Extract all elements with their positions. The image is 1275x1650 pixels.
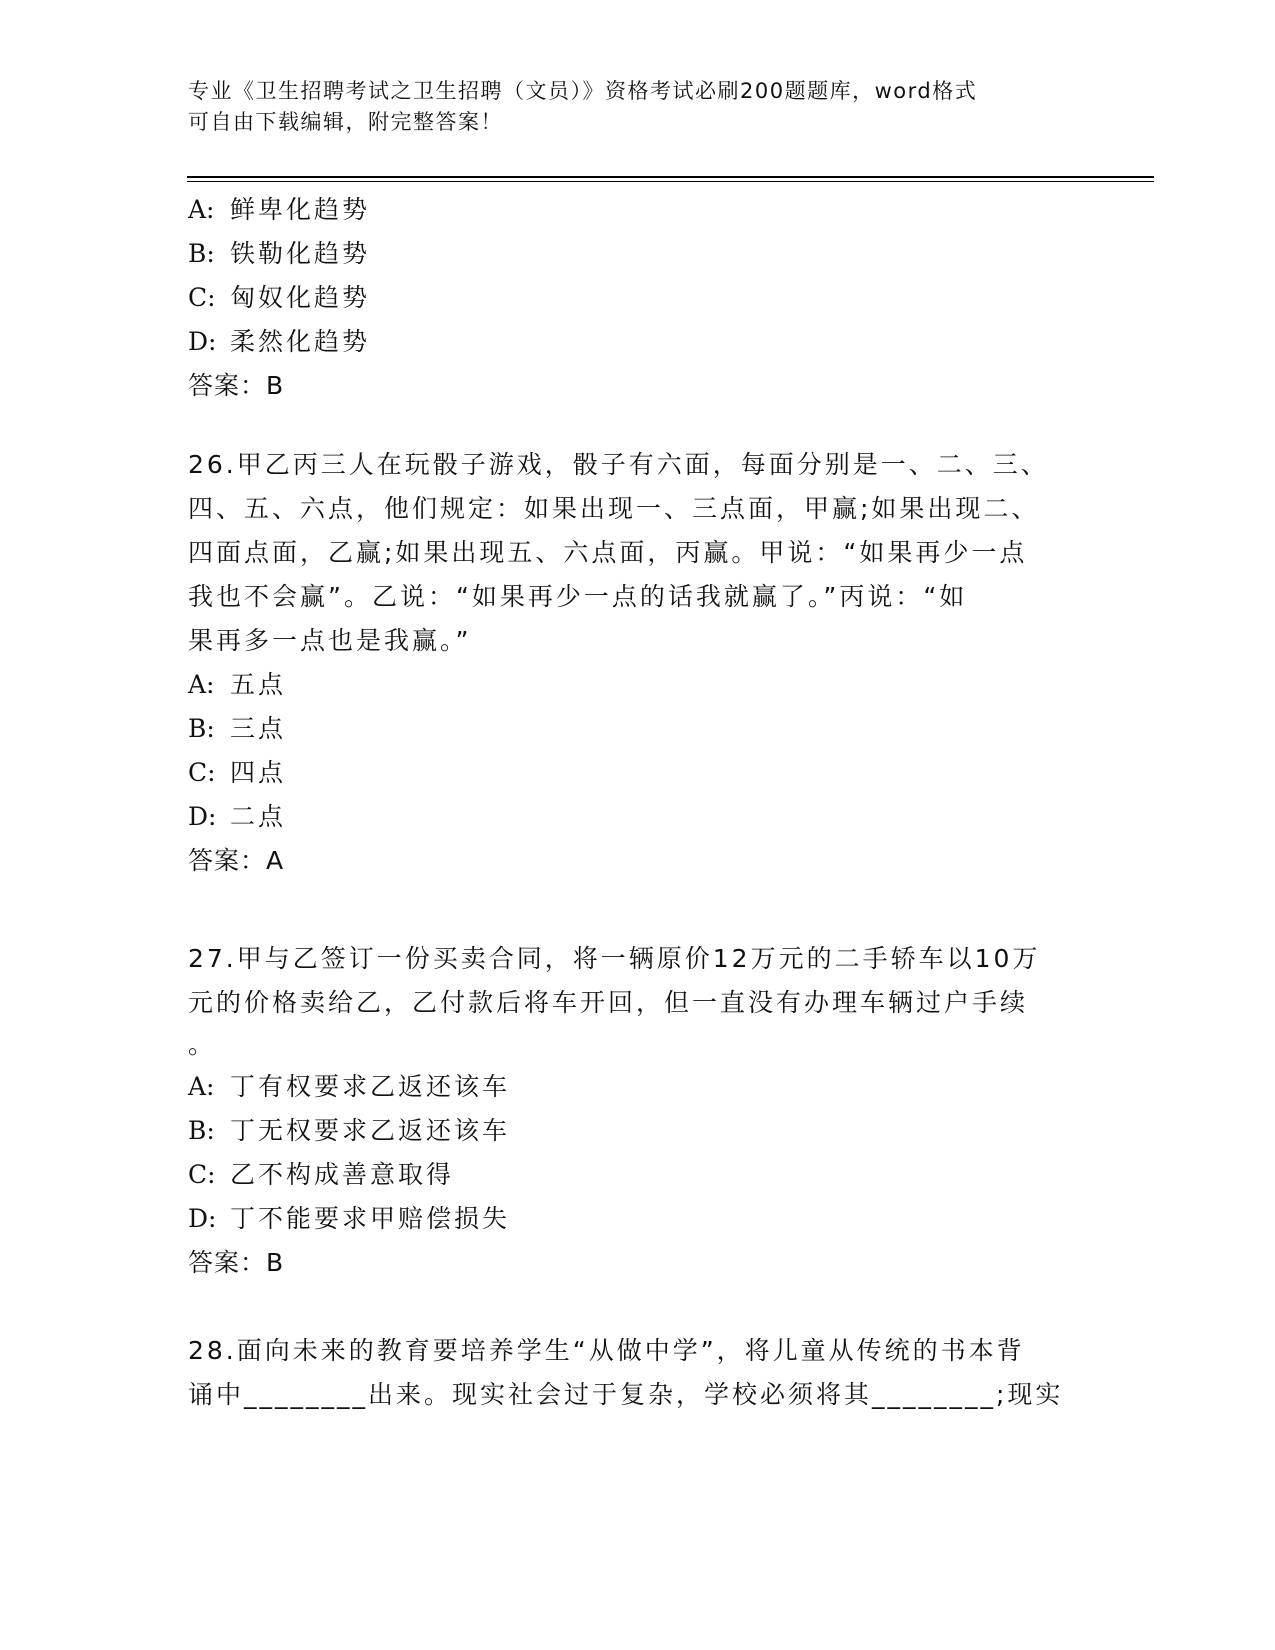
option-b <box>188 712 286 746</box>
header-divider-thick <box>187 176 1154 178</box>
question-text-line: 26.甲乙丙三人在玩骰子游戏，骰子有六面，每面分别是一、二、三、 <box>188 450 1049 479</box>
option-a <box>188 668 286 702</box>
option-text: 三点 <box>230 714 287 743</box>
question-text-line: 诵中________出来。现实社会过于复杂，学校必须将其________;现实 <box>188 1380 1064 1409</box>
option-text: 四点 <box>230 758 287 787</box>
option-text: 柔然化趋势 <box>230 327 371 356</box>
question-text-line: 果再多一点也是我赢。” <box>188 626 472 655</box>
option-letter: C: <box>188 758 216 787</box>
option-text: 铁勒化趋势 <box>230 239 371 268</box>
option-letter: C: <box>188 283 216 312</box>
option-text: 丁有权要求乙返还该车 <box>230 1072 511 1101</box>
option-letter: D: <box>188 327 217 356</box>
option-b <box>188 1114 510 1148</box>
option-letter: B: <box>188 714 215 743</box>
option-d <box>188 1202 510 1236</box>
document-header <box>188 76 1068 138</box>
option-a <box>188 193 370 227</box>
option-text: 匈奴化趋势 <box>230 283 371 312</box>
option-letter: A: <box>188 670 215 699</box>
option-text: 鲜卑化趋势 <box>230 195 371 224</box>
option-d <box>188 325 370 359</box>
option-c <box>188 281 370 315</box>
option-letter: A: <box>188 1072 215 1101</box>
option-letter: D: <box>188 802 217 831</box>
option-c <box>188 756 286 790</box>
option-letter: D: <box>188 1204 217 1233</box>
option-text: 丁无权要求乙返还该车 <box>230 1116 511 1145</box>
answer-line: 答案：A <box>188 846 285 875</box>
header-divider-thin <box>187 181 1154 182</box>
question-text-line: 四面点面，乙赢;如果出现五、六点面，丙赢。甲说：“如果再少一点 <box>188 538 1028 567</box>
header-title-line-2: 可自由下载编辑，附完整答案！ <box>188 110 503 134</box>
question-text-line: 27.甲与乙签订一份买卖合同，将一辆原价12万元的二手轿车以10万 <box>188 944 1041 973</box>
question-text-line: 元的价格卖给乙，乙付款后将车开回，但一直没有办理车辆过户手续 <box>188 988 1029 1017</box>
option-letter: A: <box>188 195 215 224</box>
option-text: 五点 <box>230 670 287 699</box>
header-title-line-1: 专业《卫生招聘考试之卫生招聘（文员）》资格考试必刷200题题库，word格式 <box>188 79 978 103</box>
question-text-line: 28.面向未来的教育要培养学生“从做中学”，将儿童从传统的书本背 <box>188 1336 1025 1365</box>
option-a <box>188 1070 510 1104</box>
answer-line: 答案：B <box>188 371 285 400</box>
option-letter: C: <box>188 1160 216 1189</box>
question-text-line: 我也不会赢”。乙说：“如果再少一点的话我就赢了。”丙说：“如 <box>188 582 968 611</box>
option-b <box>188 237 370 271</box>
option-letter: B: <box>188 239 215 268</box>
option-text: 二点 <box>230 802 287 831</box>
answer-line: 答案：B <box>188 1248 285 1277</box>
option-c <box>188 1158 454 1192</box>
option-letter: B: <box>188 1116 215 1145</box>
question-text-line: 四、五、六点，他们规定：如果出现一、三点面，甲赢;如果出现二、 <box>188 494 1040 523</box>
question-text-line: 。 <box>188 1030 217 1059</box>
option-text: 乙不构成善意取得 <box>230 1160 455 1189</box>
option-d <box>188 800 286 834</box>
option-text: 丁不能要求甲赔偿损失 <box>230 1204 511 1233</box>
